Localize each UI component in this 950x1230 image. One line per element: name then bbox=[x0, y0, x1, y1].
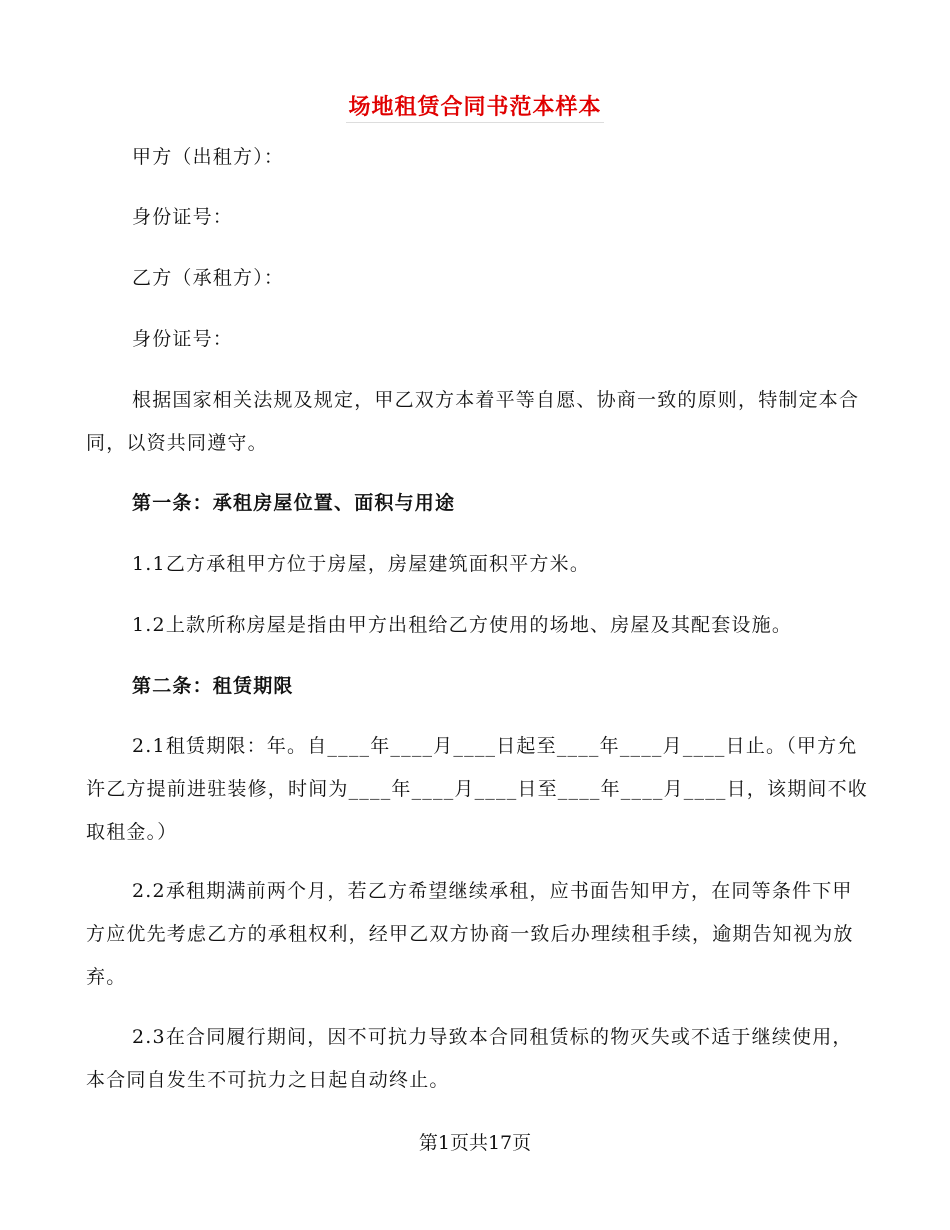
clause-1-1: 1.1乙方承租甲方位于房屋，房屋建筑面积平方米。 bbox=[132, 553, 591, 575]
document-title-text: 场地租赁合同书范本样本 bbox=[346, 94, 603, 123]
clause-2-3: 2.3在合同履行期间，因不可抗力导致本合同租赁标的物灭失或不适于继续使用，本合同自发生不可抗力之日起自动终止。 bbox=[86, 1026, 853, 1091]
preamble-paragraph: 根据国家相关法规及规定，甲乙双方本着平等自愿、协商一致的原则，特制定本合同，以资共同遵守。 bbox=[86, 389, 860, 454]
page-footer: 第1页共17页 bbox=[418, 1132, 532, 1154]
clause-2-1: 2.1租赁期限：年。自____年____月____日起至____年____月____日止。（甲方允许乙方提前进驻装修，时间为____年____月____日至____年____月____日，该期间不收取租金。） bbox=[86, 735, 869, 843]
party-a-id-line: 身份证号： bbox=[132, 206, 234, 228]
clause-1-2: 1.2上款所称房屋是指由甲方出租给乙方使用的场地、房屋及其配套设施。 bbox=[132, 614, 793, 636]
document-title bbox=[0, 90, 950, 121]
party-b-id-line: 身份证号： bbox=[132, 328, 234, 350]
party-a-line: 甲方（出租方）： bbox=[132, 146, 285, 168]
clause-2-2: 2.2承租期满前两个月，若乙方希望继续承租，应书面告知甲方，在同等条件下甲方应优先考虑乙方的承租权利，经甲乙双方协商一致后办理续租手续，逾期告知视为放弃。 bbox=[86, 880, 854, 988]
article-1-heading: 第一条：承租房屋位置、面积与用途 bbox=[132, 492, 456, 514]
party-b-line: 乙方（承租方）： bbox=[132, 267, 285, 289]
article-2-heading: 第二条：租赁期限 bbox=[132, 675, 294, 697]
